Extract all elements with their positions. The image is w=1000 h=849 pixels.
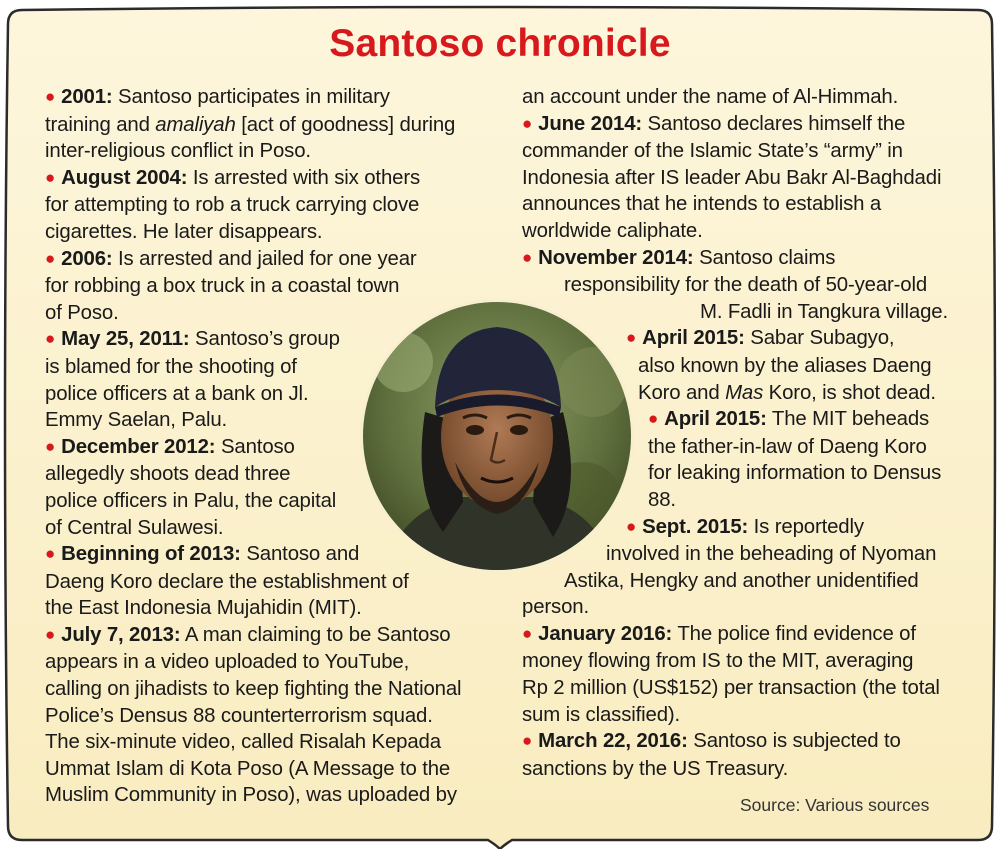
right-entry-3-line-3: 88. <box>648 488 676 511</box>
left-entry-0-line-2: inter-religious conflict in Poso. <box>45 140 311 163</box>
right-entry-6-line-0: ● March 22, 2016: Santoso is subjected to <box>522 730 901 753</box>
left-entry-0-line-0: ● 2001: Santoso participates in military <box>45 86 390 108</box>
left-entry-5-line-1: Daeng Koro declare the establishment of <box>45 570 409 593</box>
right-entry-1-line-0: ● November 2014: Santoso claims <box>522 246 836 269</box>
right-entry-4-line-3: person. <box>522 596 589 619</box>
left-entry-2-line-2: of Poso. <box>45 301 119 324</box>
right-entry-0-line-0: ● June 2014: Santoso declares himself the <box>522 112 906 135</box>
left-entry-3-line-0: ● May 25, 2011: Santoso’s group <box>45 328 340 351</box>
entry-date: April 2015: <box>642 327 745 350</box>
left-entry-6-line-5: Ummat Islam di Kota Poso (A Message to the <box>45 757 451 780</box>
bullet-icon: ● <box>522 113 533 133</box>
bullet-icon: ● <box>648 409 659 429</box>
left-entry-2-line-0: ● 2006: Is arrested and jailed for one year <box>45 247 417 270</box>
bullet-icon: ● <box>45 329 56 349</box>
bullet-icon: ● <box>522 731 533 751</box>
right-entry-4-line-1: involved in the beheading of Nyoman <box>606 543 937 566</box>
entry-date: May 25, 2011: <box>61 328 190 351</box>
right-entry-1-line-2: M. Fadli in Tangkura village. <box>700 300 949 323</box>
right-entry-3-line-2: for leaking information to Densus <box>648 462 942 485</box>
right-entry-2-line-0: ● April 2015: Sabar Subagyo, <box>626 327 895 350</box>
bullet-icon: ● <box>626 328 637 348</box>
bullet-icon: ● <box>626 516 637 536</box>
right-entry-3-line-0: ● April 2015: The MIT beheads <box>648 408 930 431</box>
left-entry-3-line-3: Emmy Saelan, Palu. <box>45 409 228 432</box>
right-entry-0-line-2: Indonesia after IS leader Abu Bakr Al-Baghdadi <box>522 166 942 189</box>
left-entry-5-line-0: ● Beginning of 2013: Santoso and <box>45 543 360 566</box>
right-entry-5-line-0: ● January 2016: The police find evidence of <box>522 622 916 645</box>
page-title: Santoso chronicle <box>329 22 671 65</box>
left-entry-6-line-0: ● July 7, 2013: A man claiming to be Santoso <box>45 623 451 646</box>
entry-date: August 2004: <box>61 166 188 189</box>
right-entry-2-line-1: also known by the aliases Daeng <box>638 354 932 377</box>
bullet-icon: ● <box>45 624 56 644</box>
entry-date: November 2014: <box>538 246 694 269</box>
left-entry-3-line-1: is blamed for the shooting of <box>45 355 297 378</box>
entry-date: July 7, 2013: <box>61 623 181 646</box>
left-entry-6-line-3: Police’s Densus 88 counterterrorism squad. <box>45 704 433 727</box>
right-entry-3-line-1: the father-in-law of Daeng Koro <box>648 435 927 458</box>
source-note: Source: Various sources <box>740 795 930 815</box>
right-entry-5-line-3: sum is classified). <box>522 703 681 726</box>
entry-date: April 2015: <box>664 408 767 431</box>
left-entry-3-line-2: police officers at a bank on Jl. <box>45 382 309 405</box>
right-entry-4-line-2: Astika, Hengky and another unidentified <box>564 569 919 592</box>
right-entry-2-line-2: Koro and Mas Koro, is shot dead. <box>638 381 936 404</box>
left-entry-1-line-0: ● August 2004: Is arrested with six others <box>45 166 421 189</box>
left-entry-4-line-0: ● December 2012: Santoso <box>45 435 295 458</box>
left-entry-6-line-2: calling on jihadists to keep fighting the National <box>45 678 462 701</box>
right-entry-5-line-2: Rp 2 million (US$152) per transaction (the total <box>522 677 940 700</box>
right-continuation-line: an account under the name of Al-Himmah. <box>522 86 899 108</box>
bullet-icon: ● <box>45 87 56 106</box>
entry-date: December 2012: <box>61 435 216 458</box>
left-entry-6-line-6: Muslim Community in Poso), was uploaded by <box>45 784 457 807</box>
entry-date: Sept. 2015: <box>642 515 749 538</box>
bullet-icon: ● <box>45 544 56 564</box>
bullet-icon: ● <box>45 248 56 268</box>
right-entry-5-line-1: money flowing from IS to the MIT, averaging <box>522 650 914 673</box>
entry-date: June 2014: <box>538 112 643 135</box>
entry-date: 2001: <box>61 86 113 108</box>
bullet-icon: ● <box>522 247 533 267</box>
left-entry-4-line-3: of Central Sulawesi. <box>45 516 224 539</box>
right-entry-4-line-0: ● Sept. 2015: Is reportedly <box>626 515 864 538</box>
right-entry-1-line-1: responsibility for the death of 50-year-old <box>564 274 928 297</box>
entry-date: March 22, 2016: <box>538 730 688 753</box>
bullet-icon: ● <box>45 436 56 456</box>
entry-date: 2006: <box>61 247 113 270</box>
left-entry-2-line-1: for robbing a box truck in a coastal town <box>45 275 400 298</box>
bullet-icon: ● <box>45 167 56 187</box>
right-entry-0-line-3: announces that he intends to establish a <box>522 193 882 216</box>
left-entry-6-line-4: The six-minute video, called Risalah Kepada <box>45 731 441 754</box>
left-entry-4-line-2: police officers in Palu, the capital <box>45 489 337 512</box>
left-entry-4-line-1: allegedly shoots dead three <box>45 463 291 486</box>
right-entry-0-line-1: commander of the Islamic State’s “army” in <box>522 140 903 163</box>
left-entry-6-line-1: appears in a video uploaded to YouTube, <box>45 651 410 674</box>
santoso-portrait-photo <box>363 302 631 570</box>
bullet-icon: ● <box>522 623 533 643</box>
right-entry-6-line-1: sanctions by the US Treasury. <box>522 757 789 780</box>
right-entry-0-line-4: worldwide caliphate. <box>522 219 703 242</box>
entry-date: Beginning of 2013: <box>61 543 241 566</box>
left-entry-5-line-2: the East Indonesia Mujahidin (MIT). <box>45 597 362 620</box>
left-entry-1-line-2: cigarettes. He later disappears. <box>45 220 323 243</box>
left-entry-1-line-1: for attempting to rob a truck carrying clove <box>45 194 420 217</box>
left-entry-0-line-1: training and amaliyah [act of goodness] during <box>45 113 456 136</box>
entry-date: January 2016: <box>538 622 673 645</box>
